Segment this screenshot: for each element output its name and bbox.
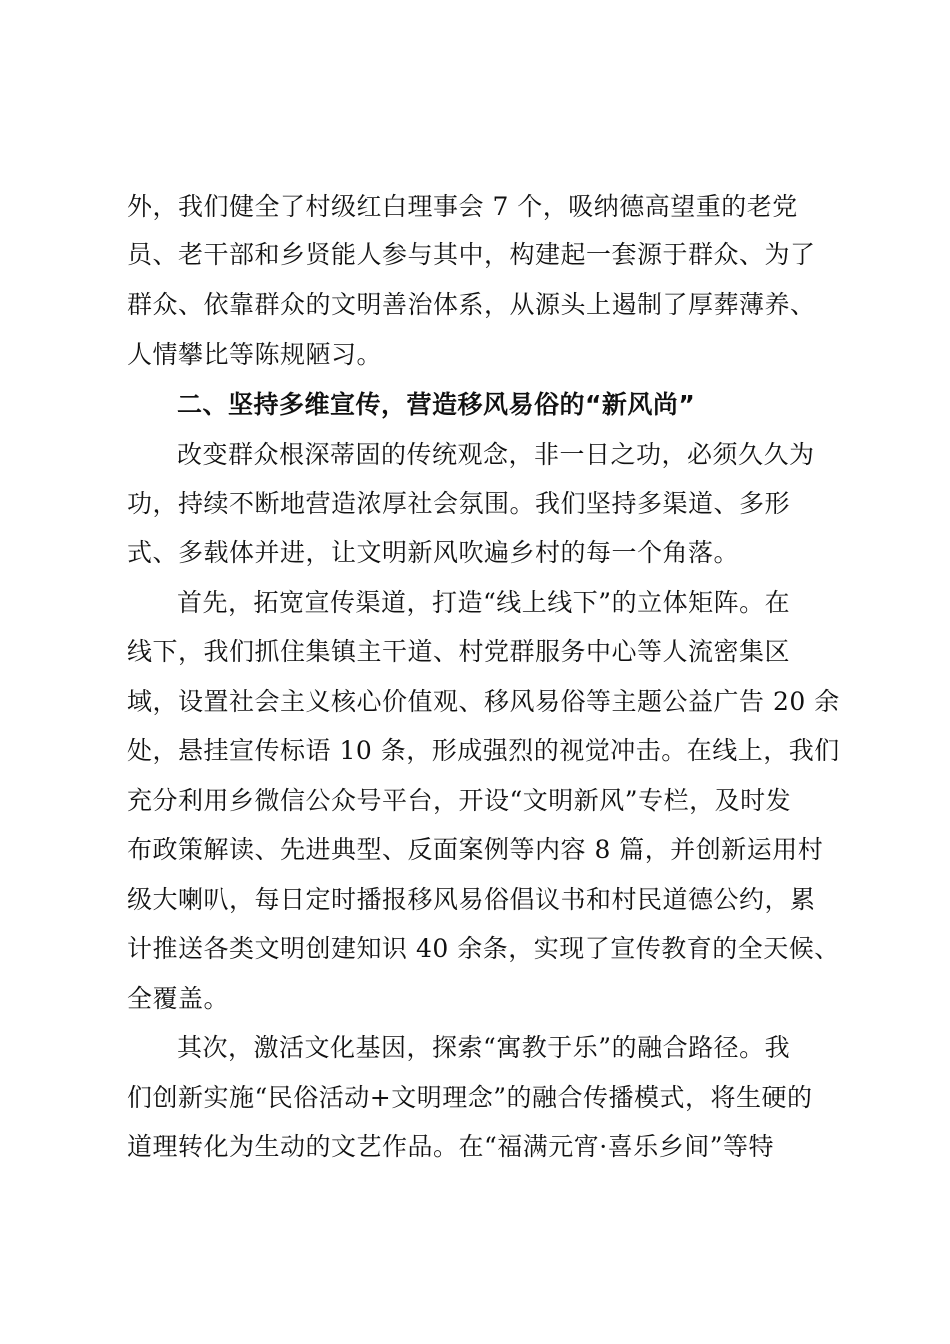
text-line: 级大喇叭，每日定时播报移风易俗倡议书和村民道德公约，累 bbox=[127, 885, 816, 914]
text-line: 改变群众根深蒂固的传统观念，非一日之功，必须久久为 bbox=[177, 440, 815, 469]
text-line: 功，持续不断地营造浓厚社会氛围。我们坚持多渠道、多形 bbox=[127, 489, 791, 518]
text-line: 计推送各类文明创建知识 40 余条，实现了宣传教育的全天候、 bbox=[127, 934, 840, 963]
text-line: 群众、依靠群众的文明善治体系，从源头上遏制了厚葬薄养、 bbox=[127, 290, 816, 319]
text-line: 其次，激活文化基因，探索“寓教于乐”的融合路径。我 bbox=[177, 1033, 791, 1062]
text-line: 们创新实施“民俗活动+文明理念”的融合传播模式，将生硬的 bbox=[127, 1083, 813, 1112]
text-line: 充分利用乡微信公众号平台，开设“文明新风”专栏，及时发 bbox=[127, 786, 792, 815]
text-line: 人情攀比等陈规陋习。 bbox=[127, 340, 383, 369]
text-line: 处，悬挂宣传标语 10 条，形成强烈的视觉冲击。在线上，我们 bbox=[127, 736, 840, 765]
text-line: 首先，拓宽宣传渠道，打造“线上线下”的立体矩阵。在 bbox=[177, 588, 791, 617]
text-line: 式、多载体并进，让文明新风吹遍乡村的每一个角落。 bbox=[127, 538, 740, 567]
section-heading: 二、坚持多维宣传，营造移风易俗的“新风尚” bbox=[177, 390, 696, 419]
text-line: 布政策解读、先进典型、反面案例等内容 8 篇，并创新运用村 bbox=[127, 835, 824, 864]
text-line: 域，设置社会主义核心价值观、移风易俗等主题公益广告 20 余 bbox=[127, 687, 840, 716]
text-line: 员、老干部和乡贤能人参与其中，构建起一套源于群众、为了 bbox=[127, 240, 816, 269]
text-line: 全覆盖。 bbox=[127, 984, 230, 1013]
text-line: 线下，我们抓住集镇主干道、村党群服务中心等人流密集区 bbox=[127, 637, 791, 666]
text-line: 道理转化为生动的文艺作品。在“福满元宵·喜乐乡间”等特 bbox=[127, 1132, 775, 1161]
text-line: 外，我们健全了村级红白理事会 7 个，吸纳德高望重的老党 bbox=[127, 192, 798, 221]
